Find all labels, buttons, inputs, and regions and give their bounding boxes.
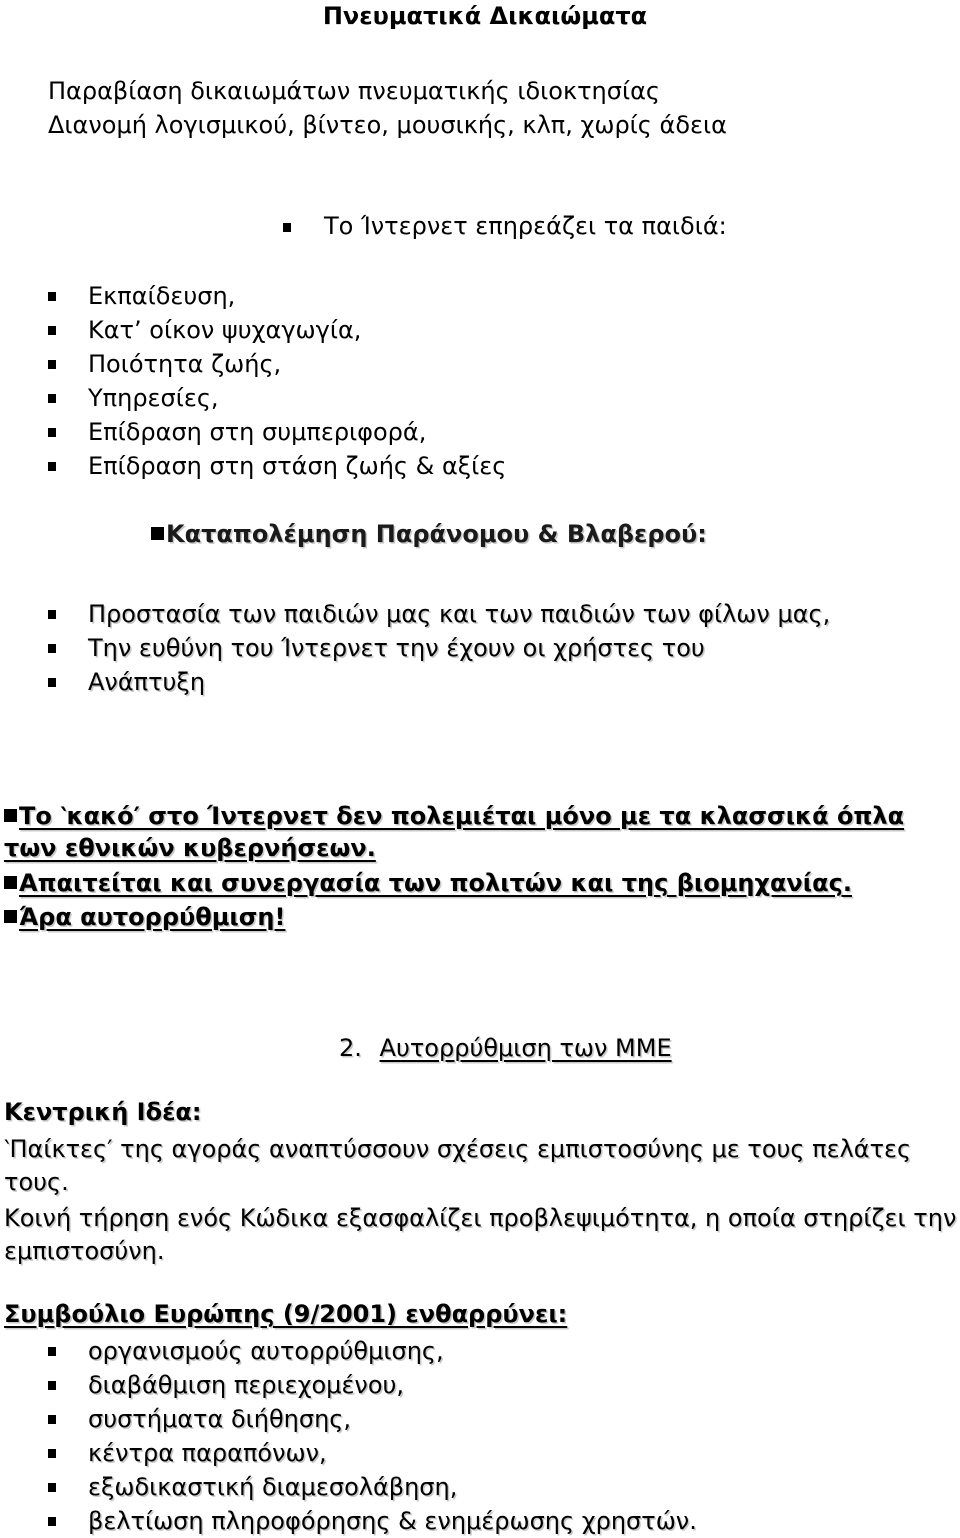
bullet-square-icon bbox=[4, 876, 17, 889]
section2-heading bbox=[339, 1034, 672, 1062]
list-item: εξωδικαστική διαμεσολάβηση, bbox=[88, 1470, 697, 1504]
list-item: συστήματα διήθησης, bbox=[88, 1402, 697, 1436]
bullet-square-icon bbox=[48, 1483, 56, 1492]
list-item: οργανισμούς αυτορρύθμισης, bbox=[88, 1334, 697, 1368]
paragraph-line: ‵Παίκτες′ της αγοράς αναπτύσσουν σχέσεις εμπιστοσύνης με τους πελάτες bbox=[4, 1135, 912, 1163]
list-item: βελτίωση πληροφόρησης & ενημέρωσης χρηστών. bbox=[88, 1504, 697, 1538]
list-item: κέντρα παραπόνων, bbox=[88, 1436, 697, 1470]
paragraph-line: τους. bbox=[4, 1168, 69, 1196]
intro-line: Παραβίαση δικαιωμάτων πνευματικής ιδιοκτησίας bbox=[48, 77, 660, 105]
internet-effects-list bbox=[88, 279, 506, 483]
bullet-square-icon bbox=[48, 292, 56, 301]
bullet-square-icon bbox=[48, 1449, 56, 1458]
bullet-square-icon bbox=[48, 1347, 56, 1356]
list-item: Κατ’ οίκον ψυχαγωγία, bbox=[88, 313, 506, 347]
page-title: Πνευματικά Δικαιώματα bbox=[322, 2, 648, 30]
list-item: Επίδραση στη συμπεριφορά, bbox=[88, 415, 506, 449]
council-items-list bbox=[88, 1334, 697, 1538]
bullet-square-icon bbox=[151, 527, 164, 540]
internet-heading bbox=[324, 212, 727, 240]
bullet-square-icon bbox=[48, 326, 56, 335]
statement-line: Απαιτείται και συνεργασία των πολιτών και της βιομηχανίας. bbox=[4, 866, 852, 900]
bullet-square-icon bbox=[48, 1381, 56, 1390]
bullet-square-icon bbox=[48, 394, 56, 403]
intro-line: Διανομή λογισμικού, βίντεο, μουσικής, κλπ, χωρίς άδεια bbox=[48, 111, 727, 139]
bullet-square-icon bbox=[48, 1415, 56, 1424]
bullet-square-icon bbox=[4, 910, 17, 923]
bullet-square-icon bbox=[48, 644, 56, 653]
bullet-square-icon bbox=[48, 360, 56, 369]
bullet-square-icon bbox=[48, 1517, 56, 1526]
statement-line: Άρα αυτορρύθμιση! bbox=[4, 900, 285, 934]
list-item: Ανάπτυξη bbox=[88, 665, 830, 699]
combat-heading-text: Καταπολέμηση Παράνομου & Βλαβερού: bbox=[166, 520, 707, 548]
combat-heading bbox=[151, 517, 707, 551]
list-item: Ποιότητα ζωής, bbox=[88, 347, 506, 381]
bullet-square-icon bbox=[48, 678, 56, 687]
statement-line: των εθνικών κυβερνήσεων. bbox=[4, 834, 376, 862]
paragraph-line: Κοινή τήρηση ενός Κώδικα εξασφαλίζει προβλεψιμότητα, η οποία στηρίζει την bbox=[4, 1204, 957, 1232]
bullet-square-icon bbox=[4, 809, 17, 822]
bullet-square-icon bbox=[48, 462, 56, 471]
council-heading: Συμβούλιο Ευρώπης (9/2001) ενθαρρύνει: bbox=[4, 1300, 568, 1328]
section-title: Αυτορρύθμιση των ΜΜΕ bbox=[379, 1034, 672, 1062]
list-item: Προστασία των παιδιών μας και των παιδιών των φίλων μας, bbox=[88, 597, 830, 631]
list-item: Επίδραση στη στάση ζωής & αξίες bbox=[88, 449, 506, 483]
bullet-square-icon bbox=[48, 428, 56, 437]
central-idea-label: Κεντρική Ιδέα: bbox=[4, 1098, 202, 1126]
combat-items-list bbox=[88, 597, 830, 699]
section-number: 2. bbox=[339, 1034, 362, 1062]
list-item: διαβάθμιση περιεχομένου, bbox=[88, 1368, 697, 1402]
list-item: Εκπαίδευση, bbox=[88, 279, 506, 313]
bullet-square-icon bbox=[48, 610, 56, 619]
statement-line: Το ‵κακό′ στο Ίντερνετ δεν πολεμιέται μόνο με τα κλασσικά όπλα bbox=[4, 799, 904, 833]
list-item: Την ευθύνη του Ίντερνετ την έχουν οι χρήστες του bbox=[88, 631, 830, 665]
list-item: Υπηρεσίες, bbox=[88, 381, 506, 415]
bullet-square-icon bbox=[283, 223, 291, 232]
paragraph-line: εμπιστοσύνη. bbox=[4, 1237, 165, 1265]
internet-heading-text: Το Ίντερνετ επηρεάζει τα παιδιά: bbox=[324, 212, 727, 240]
